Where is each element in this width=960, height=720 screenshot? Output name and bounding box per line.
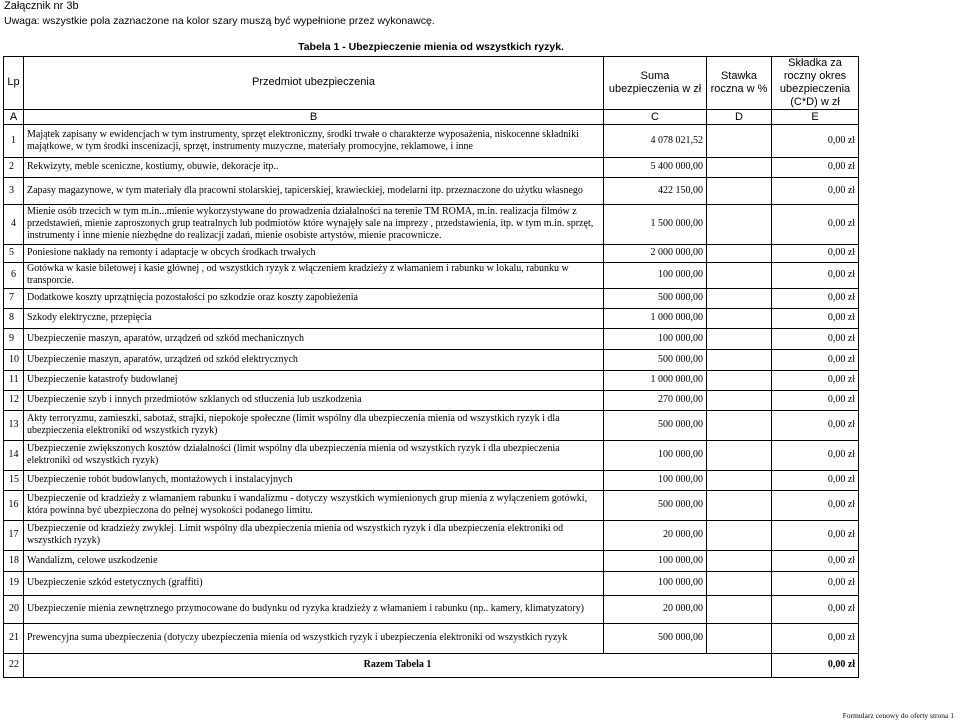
table-row xyxy=(4,520,859,550)
row-sum: 500 000,00 xyxy=(604,349,707,370)
row-lp: 5 xyxy=(4,244,24,262)
row-premium: 0,00 zł xyxy=(772,623,859,653)
row-premium: 0,00 zł xyxy=(772,308,859,328)
header-lp: Lp xyxy=(4,56,24,109)
row-sum: 500 000,00 xyxy=(604,490,707,520)
header-subject: Przedmiot ubezpieczenia xyxy=(24,56,604,109)
total-row xyxy=(4,653,859,677)
row-rate-input[interactable] xyxy=(707,440,772,470)
row-sum: 500 000,00 xyxy=(604,410,707,440)
row-subject: Ubezpieczenie od kradzieży z włamaniem rabunku i wandalizmu - dotyczy wszystkich wymienionych grup mienia z wyłączeniem gotówki, która powinna być ubezpieczona do pełnej wysokości podanego limitu. xyxy=(24,490,604,520)
table-row xyxy=(4,470,859,490)
row-lp: 15 xyxy=(4,470,24,490)
total-label: Razem Tabela 1 xyxy=(24,653,772,677)
row-subject: Rekwizyty, meble sceniczne, kostiumy, obuwie, dekoracje itp.. xyxy=(24,157,604,177)
table-row xyxy=(4,177,859,204)
row-lp: 20 xyxy=(4,595,24,623)
table-row xyxy=(4,370,859,390)
row-subject: Ubezpieczenie szyb i innych przedmiotów szklanych od stłuczenia lub uszkodzenia xyxy=(24,390,604,410)
row-rate-input[interactable] xyxy=(707,308,772,328)
row-premium: 0,00 zł xyxy=(772,328,859,349)
row-lp: 17 xyxy=(4,520,24,550)
table-row xyxy=(4,288,859,308)
row-sum: 5 400 000,00 xyxy=(604,157,707,177)
column-letter-c: C xyxy=(604,109,707,124)
row-lp: 7 xyxy=(4,288,24,308)
row-lp: 14 xyxy=(4,440,24,470)
row-sum: 20 000,00 xyxy=(604,520,707,550)
row-premium: 0,00 zł xyxy=(772,204,859,244)
row-sum: 422 150,00 xyxy=(604,177,707,204)
row-rate-input[interactable] xyxy=(707,124,772,157)
row-lp: 18 xyxy=(4,550,24,571)
row-lp: 11 xyxy=(4,370,24,390)
row-premium: 0,00 zł xyxy=(772,440,859,470)
row-subject: Prewencyjna suma ubezpieczenia (dotyczy ubezpieczenia mienia od wszystkich ryzyk i ubezpieczenia elektroniki od wszystkich ryzyk xyxy=(24,623,604,653)
row-premium: 0,00 zł xyxy=(772,262,859,288)
total-premium: 0,00 zł xyxy=(772,653,859,677)
row-lp: 8 xyxy=(4,308,24,328)
row-rate-input[interactable] xyxy=(707,244,772,262)
column-letter-d: D xyxy=(707,109,772,124)
page-title: Załącznik nr 3b xyxy=(4,0,79,12)
row-sum: 20 000,00 xyxy=(604,595,707,623)
table-row xyxy=(4,410,859,440)
row-premium: 0,00 zł xyxy=(772,288,859,308)
row-premium: 0,00 zł xyxy=(772,124,859,157)
row-premium: 0,00 zł xyxy=(772,571,859,595)
row-subject: Majątek zapisany w ewidencjach w tym instrumenty, sprzęt elektroniczny, środki trwałe o charakterze wyposażenia, niskocenne składniki majątkowe, w tym środki inscenizacji, sprzęt, instrumenty muzyczne, materiały promocyjne, reklamowe, i inne xyxy=(24,124,604,157)
row-rate-input[interactable] xyxy=(707,410,772,440)
row-rate-input[interactable] xyxy=(707,520,772,550)
header-premium: Składka za roczny okres ubezpieczenia (C*D) w zł xyxy=(772,56,859,109)
header-sum: Suma ubezpieczenia w zł xyxy=(604,56,707,109)
row-lp: 2 xyxy=(4,157,24,177)
row-subject: Szkody elektryczne, przepięcia xyxy=(24,308,604,328)
table-row xyxy=(4,571,859,595)
row-lp: 22 xyxy=(4,653,24,677)
row-sum: 500 000,00 xyxy=(604,623,707,653)
table-row xyxy=(4,204,859,244)
table-row xyxy=(4,157,859,177)
row-premium: 0,00 zł xyxy=(772,370,859,390)
row-rate-input[interactable] xyxy=(707,349,772,370)
row-subject: Ubezpieczenie szkód estetycznych (graffiti) xyxy=(24,571,604,595)
row-lp: 1 xyxy=(4,124,24,157)
row-rate-input[interactable] xyxy=(707,157,772,177)
insurance-table xyxy=(3,38,859,678)
table-row xyxy=(4,328,859,349)
row-sum: 100 000,00 xyxy=(604,470,707,490)
row-sum: 100 000,00 xyxy=(604,571,707,595)
row-lp: 6 xyxy=(4,262,24,288)
row-subject: Poniesione nakłady na remonty i adaptacje w obcych środkach trwałych xyxy=(24,244,604,262)
row-rate-input[interactable] xyxy=(707,204,772,244)
column-letter-e: E xyxy=(772,109,859,124)
row-sum: 1 000 000,00 xyxy=(604,308,707,328)
row-premium: 0,00 zł xyxy=(772,244,859,262)
row-premium: 0,00 zł xyxy=(772,520,859,550)
row-subject: Wandalizm, celowe uszkodzenie xyxy=(24,550,604,571)
row-lp: 13 xyxy=(4,410,24,440)
row-subject: Ubezpieczenie mienia zewnętrznego przymocowane do budynku od ryzyka kradzieży z włamaniem i rabunku (np.. kamery, klimatyzatory) xyxy=(24,595,604,623)
table-row xyxy=(4,440,859,470)
row-premium: 0,00 zł xyxy=(772,390,859,410)
row-sum: 1 000 000,00 xyxy=(604,370,707,390)
notice-text: Uwaga: wszystkie pola zaznaczone na kolor szary muszą być wypełnione przez wykonawcę. xyxy=(4,15,435,27)
column-letter-b: B xyxy=(24,109,604,124)
row-rate-input[interactable] xyxy=(707,390,772,410)
row-subject: Zapasy magazynowe, w tym materiały dla pracowni stolarskiej, tapicerskiej, krawieckiej, modelarni itp. przeznaczone do użytku własnego xyxy=(24,177,604,204)
row-subject: Dodatkowe koszty uprzątnięcia pozostałości po szkodzie oraz koszty zapobieżenia xyxy=(24,288,604,308)
row-subject: Ubezpieczenie robót budowlanych, montażowych i instalacyjnych xyxy=(24,470,604,490)
row-subject: Mienie osób trzecich w tym m.in...mienie wykorzystywane do prowadzenia działalności na terenie TM ROMA, m.in. realizacja filmów z przedstawień, mienie zaproszonych grup teatralnych lub podmiotów które wynajęły sale na imprezy , przedstawienia, itp. w tym m.in. sprzęt, instrumenty i inne mienie niezbędne do realizacji zadań, mienie osobiste artystów, mienie pracownicze. xyxy=(24,204,604,244)
row-premium: 0,00 zł xyxy=(772,595,859,623)
row-sum: 100 000,00 xyxy=(604,550,707,571)
table-title: Tabela 1 - Ubezpieczenie mienia od wszystkich ryzyk. xyxy=(4,38,859,56)
table-row xyxy=(4,308,859,328)
row-lp: 19 xyxy=(4,571,24,595)
row-sum: 100 000,00 xyxy=(604,440,707,470)
row-rate-input[interactable] xyxy=(707,288,772,308)
row-rate-input[interactable] xyxy=(707,595,772,623)
table-row xyxy=(4,595,859,623)
row-rate-input[interactable] xyxy=(707,571,772,595)
row-rate-input[interactable] xyxy=(707,550,772,571)
row-sum: 100 000,00 xyxy=(604,328,707,349)
row-sum: 270 000,00 xyxy=(604,390,707,410)
table-row xyxy=(4,244,859,262)
row-rate-input[interactable] xyxy=(707,470,772,490)
row-premium: 0,00 zł xyxy=(772,490,859,520)
row-lp: 12 xyxy=(4,390,24,410)
header-rate: Stawka roczna w % xyxy=(707,56,772,109)
row-rate-input[interactable] xyxy=(707,623,772,653)
row-rate-input[interactable] xyxy=(707,262,772,288)
row-sum: 1 500 000,00 xyxy=(604,204,707,244)
column-letter-a: A xyxy=(4,109,24,124)
row-lp: 21 xyxy=(4,623,24,653)
row-subject: Ubezpieczenie maszyn, aparatów, urządzeń od szkód elektrycznych xyxy=(24,349,604,370)
row-lp: 9 xyxy=(4,328,24,349)
table-row xyxy=(4,623,859,653)
row-subject: Akty terroryzmu, zamieszki, sabotaż, strajki, niepokoje społeczne (limit wspólny dla ubezpieczenia mienia od wszystkich ryzyk i dla ubezpieczenia elektroniki od wszystkich ryzyk) xyxy=(24,410,604,440)
table-row xyxy=(4,124,859,157)
row-subject: Ubezpieczenie katastrofy budowlanej xyxy=(24,370,604,390)
table-row xyxy=(4,349,859,370)
row-rate-input[interactable] xyxy=(707,370,772,390)
table-row xyxy=(4,390,859,410)
row-sum: 4 078 021,52 xyxy=(604,124,707,157)
row-sum: 500 000,00 xyxy=(604,288,707,308)
row-premium: 0,00 zł xyxy=(772,349,859,370)
row-rate-input[interactable] xyxy=(707,490,772,520)
row-rate-input[interactable] xyxy=(707,328,772,349)
row-lp: 16 xyxy=(4,490,24,520)
row-subject: Ubezpieczenie od kradzieży zwykłej. Limit wspólny dla ubezpieczenia mienia od wszystkich ryzyk i dla ubezpieczenia elektroniki od wszystkich ryzyk) xyxy=(24,520,604,550)
row-sum: 100 000,00 xyxy=(604,262,707,288)
row-premium: 0,00 zł xyxy=(772,550,859,571)
row-sum: 2 000 000,00 xyxy=(604,244,707,262)
row-premium: 0,00 zł xyxy=(772,157,859,177)
row-subject: Gotówka w kasie biletowej i kasie głównej , od wszystkich ryzyk z włączeniem kradzieży z włamaniem i rabunku w lokalu, rabunku w transporcie. xyxy=(24,262,604,288)
row-lp: 3 xyxy=(4,177,24,204)
row-premium: 0,00 zł xyxy=(772,177,859,204)
row-subject: Ubezpieczenie zwiększonych kosztów działalności (limit wspólny dla ubezpieczenia mienia od wszystkich ryzyk i dla ubezpieczenia elektroniki od wszystkich ryzyk) xyxy=(24,440,604,470)
table-row xyxy=(4,550,859,571)
table-row xyxy=(4,490,859,520)
row-lp: 4 xyxy=(4,204,24,244)
page-footer: Formularz cenowy do oferty strona 1 xyxy=(842,711,954,720)
table-row xyxy=(4,262,859,288)
row-premium: 0,00 zł xyxy=(772,470,859,490)
row-premium: 0,00 zł xyxy=(772,410,859,440)
row-lp: 10 xyxy=(4,349,24,370)
row-rate-input[interactable] xyxy=(707,177,772,204)
row-subject: Ubezpieczenie maszyn, aparatów, urządzeń od szkód mechanicznych xyxy=(24,328,604,349)
